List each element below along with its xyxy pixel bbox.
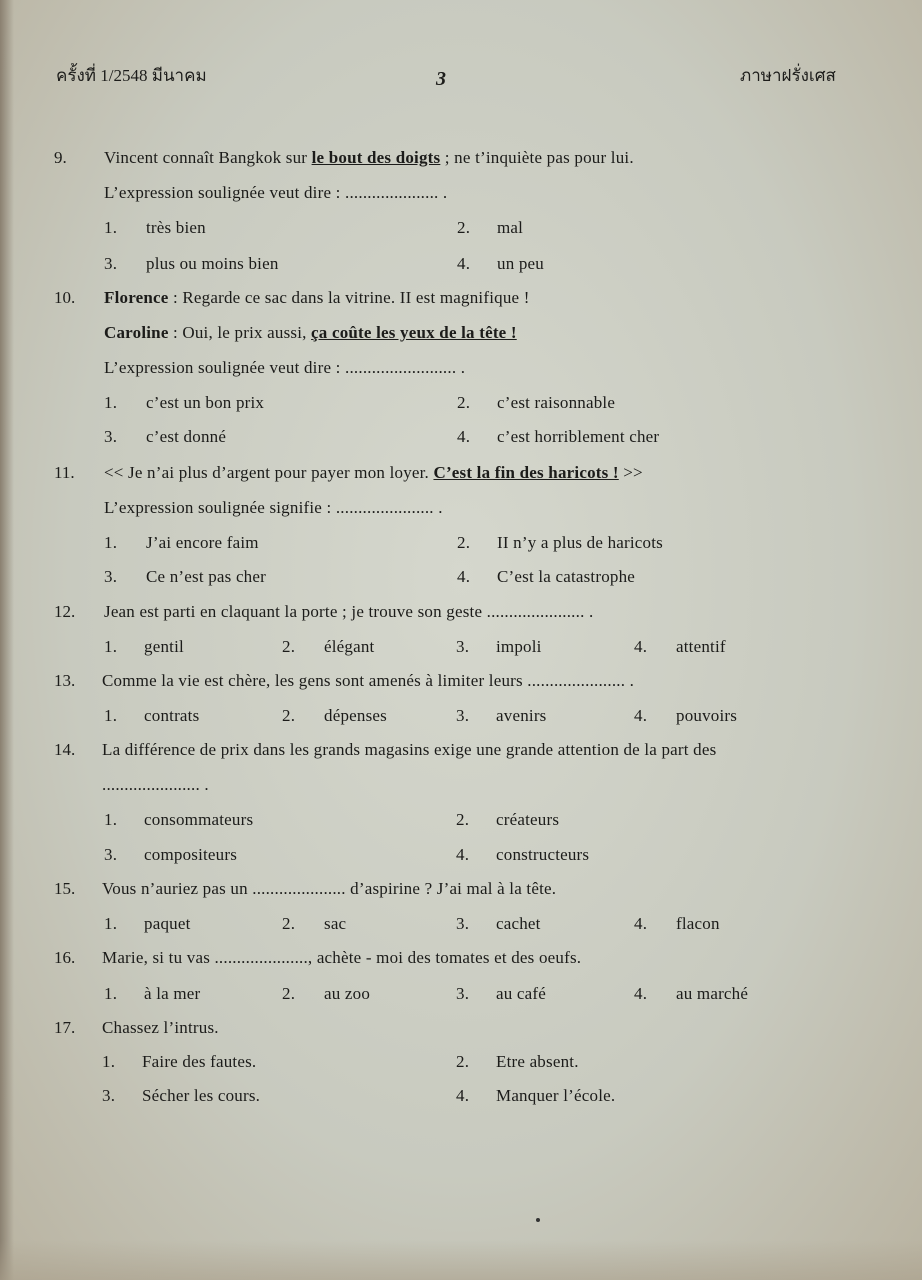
q16-opt1-num: 1. [104, 984, 118, 1003]
q11-opt3-text: Ce n’est pas cher [146, 567, 266, 586]
q15-opt2-text: sac [324, 914, 347, 933]
q13-opt3-text: avenirs [496, 706, 547, 725]
page-bottom-shadow [0, 1240, 922, 1280]
q15-opt1-text: paquet [144, 914, 191, 933]
q13-opt4-num: 4. [634, 706, 648, 725]
ink-speck [536, 1218, 540, 1222]
q10-speaker2: Caroline [104, 323, 169, 342]
q12-opt3-num: 3. [456, 637, 470, 656]
q11-opt1-text: J’ai encore faim [146, 533, 259, 552]
q14-blank: ...................... . [102, 775, 209, 794]
q10-speaker1: Florence [104, 288, 169, 307]
q12-stem: Jean est parti en claquant la porte ; je trouve son geste ...................... . [104, 602, 594, 621]
q10-prompt: L’expression soulignée veut dire : ......................... . [104, 358, 466, 377]
q14-opt4-num: 4. [456, 845, 470, 864]
q13-opt3-num: 3. [456, 706, 470, 725]
q9-opt3-num: 3. [104, 254, 118, 273]
q10-opt1-num: 1. [104, 393, 118, 412]
q11-prompt: L’expression soulignée signifie : ...................... . [104, 498, 443, 517]
q17-number: 17. [54, 1018, 76, 1037]
q9-opt1-num: 1. [104, 218, 118, 237]
page-edge-shadow [0, 0, 14, 1280]
q9-opt2-text: mal [497, 218, 524, 237]
header-session: ครั้งที่ 1/2548 มีนาคม [56, 66, 207, 85]
q10-number: 10. [54, 288, 76, 307]
q17-opt1-text: Faire des fautes. [142, 1052, 257, 1071]
q13-opt1-num: 1. [104, 706, 118, 725]
q17-opt4-num: 4. [456, 1086, 470, 1105]
q12-opt2-num: 2. [282, 637, 296, 656]
q13-opt2-text: dépenses [324, 706, 387, 725]
q14-opt4-text: constructeurs [496, 845, 590, 864]
q9-opt4-text: un peu [497, 254, 544, 273]
q11-number: 11. [54, 463, 75, 482]
q12-opt1-text: gentil [144, 637, 184, 656]
q16-opt2-text: au zoo [324, 984, 371, 1003]
q9-number: 9. [54, 148, 67, 167]
q12-number: 12. [54, 602, 76, 621]
q14-opt3-num: 3. [104, 845, 118, 864]
q11-opt3-num: 3. [104, 567, 118, 586]
q14-number: 14. [54, 740, 76, 759]
q17-opt3-num: 3. [102, 1086, 116, 1105]
q14-opt1-num: 1. [104, 810, 118, 829]
q9-stem: Vincent connaît Bangkok sur le bout des doigts ; ne t’inquiète pas pour lui. [104, 148, 634, 167]
q15-opt3-text: cachet [496, 914, 541, 933]
q13-opt2-num: 2. [282, 706, 296, 725]
q17-stem: Chassez l’intrus. [102, 1018, 219, 1037]
header-subject: ภาษาฝรั่งเศส [740, 66, 836, 85]
q17-opt4-text: Manquer l’école. [496, 1086, 616, 1105]
q16-number: 16. [54, 948, 76, 967]
q10-opt3-text: c’est donné [146, 427, 227, 446]
q11-opt2-num: 2. [457, 533, 471, 552]
q13-stem: Comme la vie est chère, les gens sont amenés à limiter leurs ...................... . [102, 671, 635, 690]
q15-opt4-text: flacon [676, 914, 720, 933]
q17-opt3-text: Sécher les cours. [142, 1086, 261, 1105]
q17-opt1-num: 1. [102, 1052, 116, 1071]
q13-number: 13. [54, 671, 76, 690]
q12-opt3-text: impoli [496, 637, 542, 656]
q15-opt1-num: 1. [104, 914, 118, 933]
q10-opt3-num: 3. [104, 427, 118, 446]
q14-opt2-text: créateurs [496, 810, 560, 829]
q14-opt2-num: 2. [456, 810, 470, 829]
q15-opt3-num: 3. [456, 914, 470, 933]
q9-underlined-expression: le bout des doigts [311, 148, 441, 167]
q10-opt1-text: c’est un bon prix [146, 393, 265, 412]
q16-opt3-num: 3. [456, 984, 470, 1003]
q10-opt2-num: 2. [457, 393, 471, 412]
q13-opt4-text: pouvoirs [676, 706, 738, 725]
q14-opt3-text: compositeurs [144, 845, 238, 864]
q10-opt4-text: c’est horriblement cher [497, 427, 660, 446]
q15-opt4-num: 4. [634, 914, 648, 933]
q15-stem: Vous n’auriez pas un ..................... d’aspirine ? J’ai mal à la tête. [102, 879, 557, 898]
q9-opt3-text: plus ou moins bien [146, 254, 279, 273]
q10-line1: Florence : Regarde ce sac dans la vitrine. II est magnifique ! [104, 288, 530, 307]
q9-opt4-num: 4. [457, 254, 471, 273]
q11-opt1-num: 1. [104, 533, 118, 552]
q11-stem: << Je n’ai plus d’argent pour payer mon loyer. C’est la fin des haricots ! >> [104, 463, 643, 482]
q12-opt1-num: 1. [104, 637, 118, 656]
q16-stem: Marie, si tu vas ....................., achète - moi des tomates et des oeufs. [102, 948, 582, 967]
q12-opt4-text: attentif [676, 637, 726, 656]
q15-opt2-num: 2. [282, 914, 296, 933]
q11-opt2-text: II n’y a plus de haricots [497, 533, 663, 552]
q13-opt1-text: contrats [144, 706, 200, 725]
q10-opt2-text: c’est raisonnable [497, 393, 616, 412]
q17-opt2-text: Etre absent. [496, 1052, 579, 1071]
q16-opt2-num: 2. [282, 984, 296, 1003]
q10-opt4-num: 4. [457, 427, 471, 446]
q9-prompt: L’expression soulignée veut dire : ..................... . [104, 183, 448, 202]
q16-opt4-text: au marché [676, 984, 749, 1003]
q16-opt1-text: à la mer [144, 984, 201, 1003]
q10-underlined-expression: ça coûte les yeux de la tête ! [311, 323, 517, 342]
q16-opt4-num: 4. [634, 984, 648, 1003]
q17-opt2-num: 2. [456, 1052, 470, 1071]
q10-line2: Caroline : Oui, le prix aussi, ça coûte les yeux de la tête ! [104, 323, 517, 342]
q12-opt2-text: élégant [324, 637, 375, 656]
q15-number: 15. [54, 879, 76, 898]
q11-opt4-num: 4. [457, 567, 471, 586]
q9-opt1-text: très bien [146, 218, 206, 237]
q11-underlined-expression: C’est la fin des haricots ! [433, 463, 619, 482]
q12-opt4-num: 4. [634, 637, 648, 656]
q9-opt2-num: 2. [457, 218, 471, 237]
q14-opt1-text: consommateurs [144, 810, 254, 829]
q11-opt4-text: C’est la catastrophe [497, 567, 636, 586]
q14-stem: La différence de prix dans les grands magasins exige une grande attention de la part des [102, 740, 717, 759]
q16-opt3-text: au café [496, 984, 546, 1003]
page-number: 3 [436, 68, 446, 90]
